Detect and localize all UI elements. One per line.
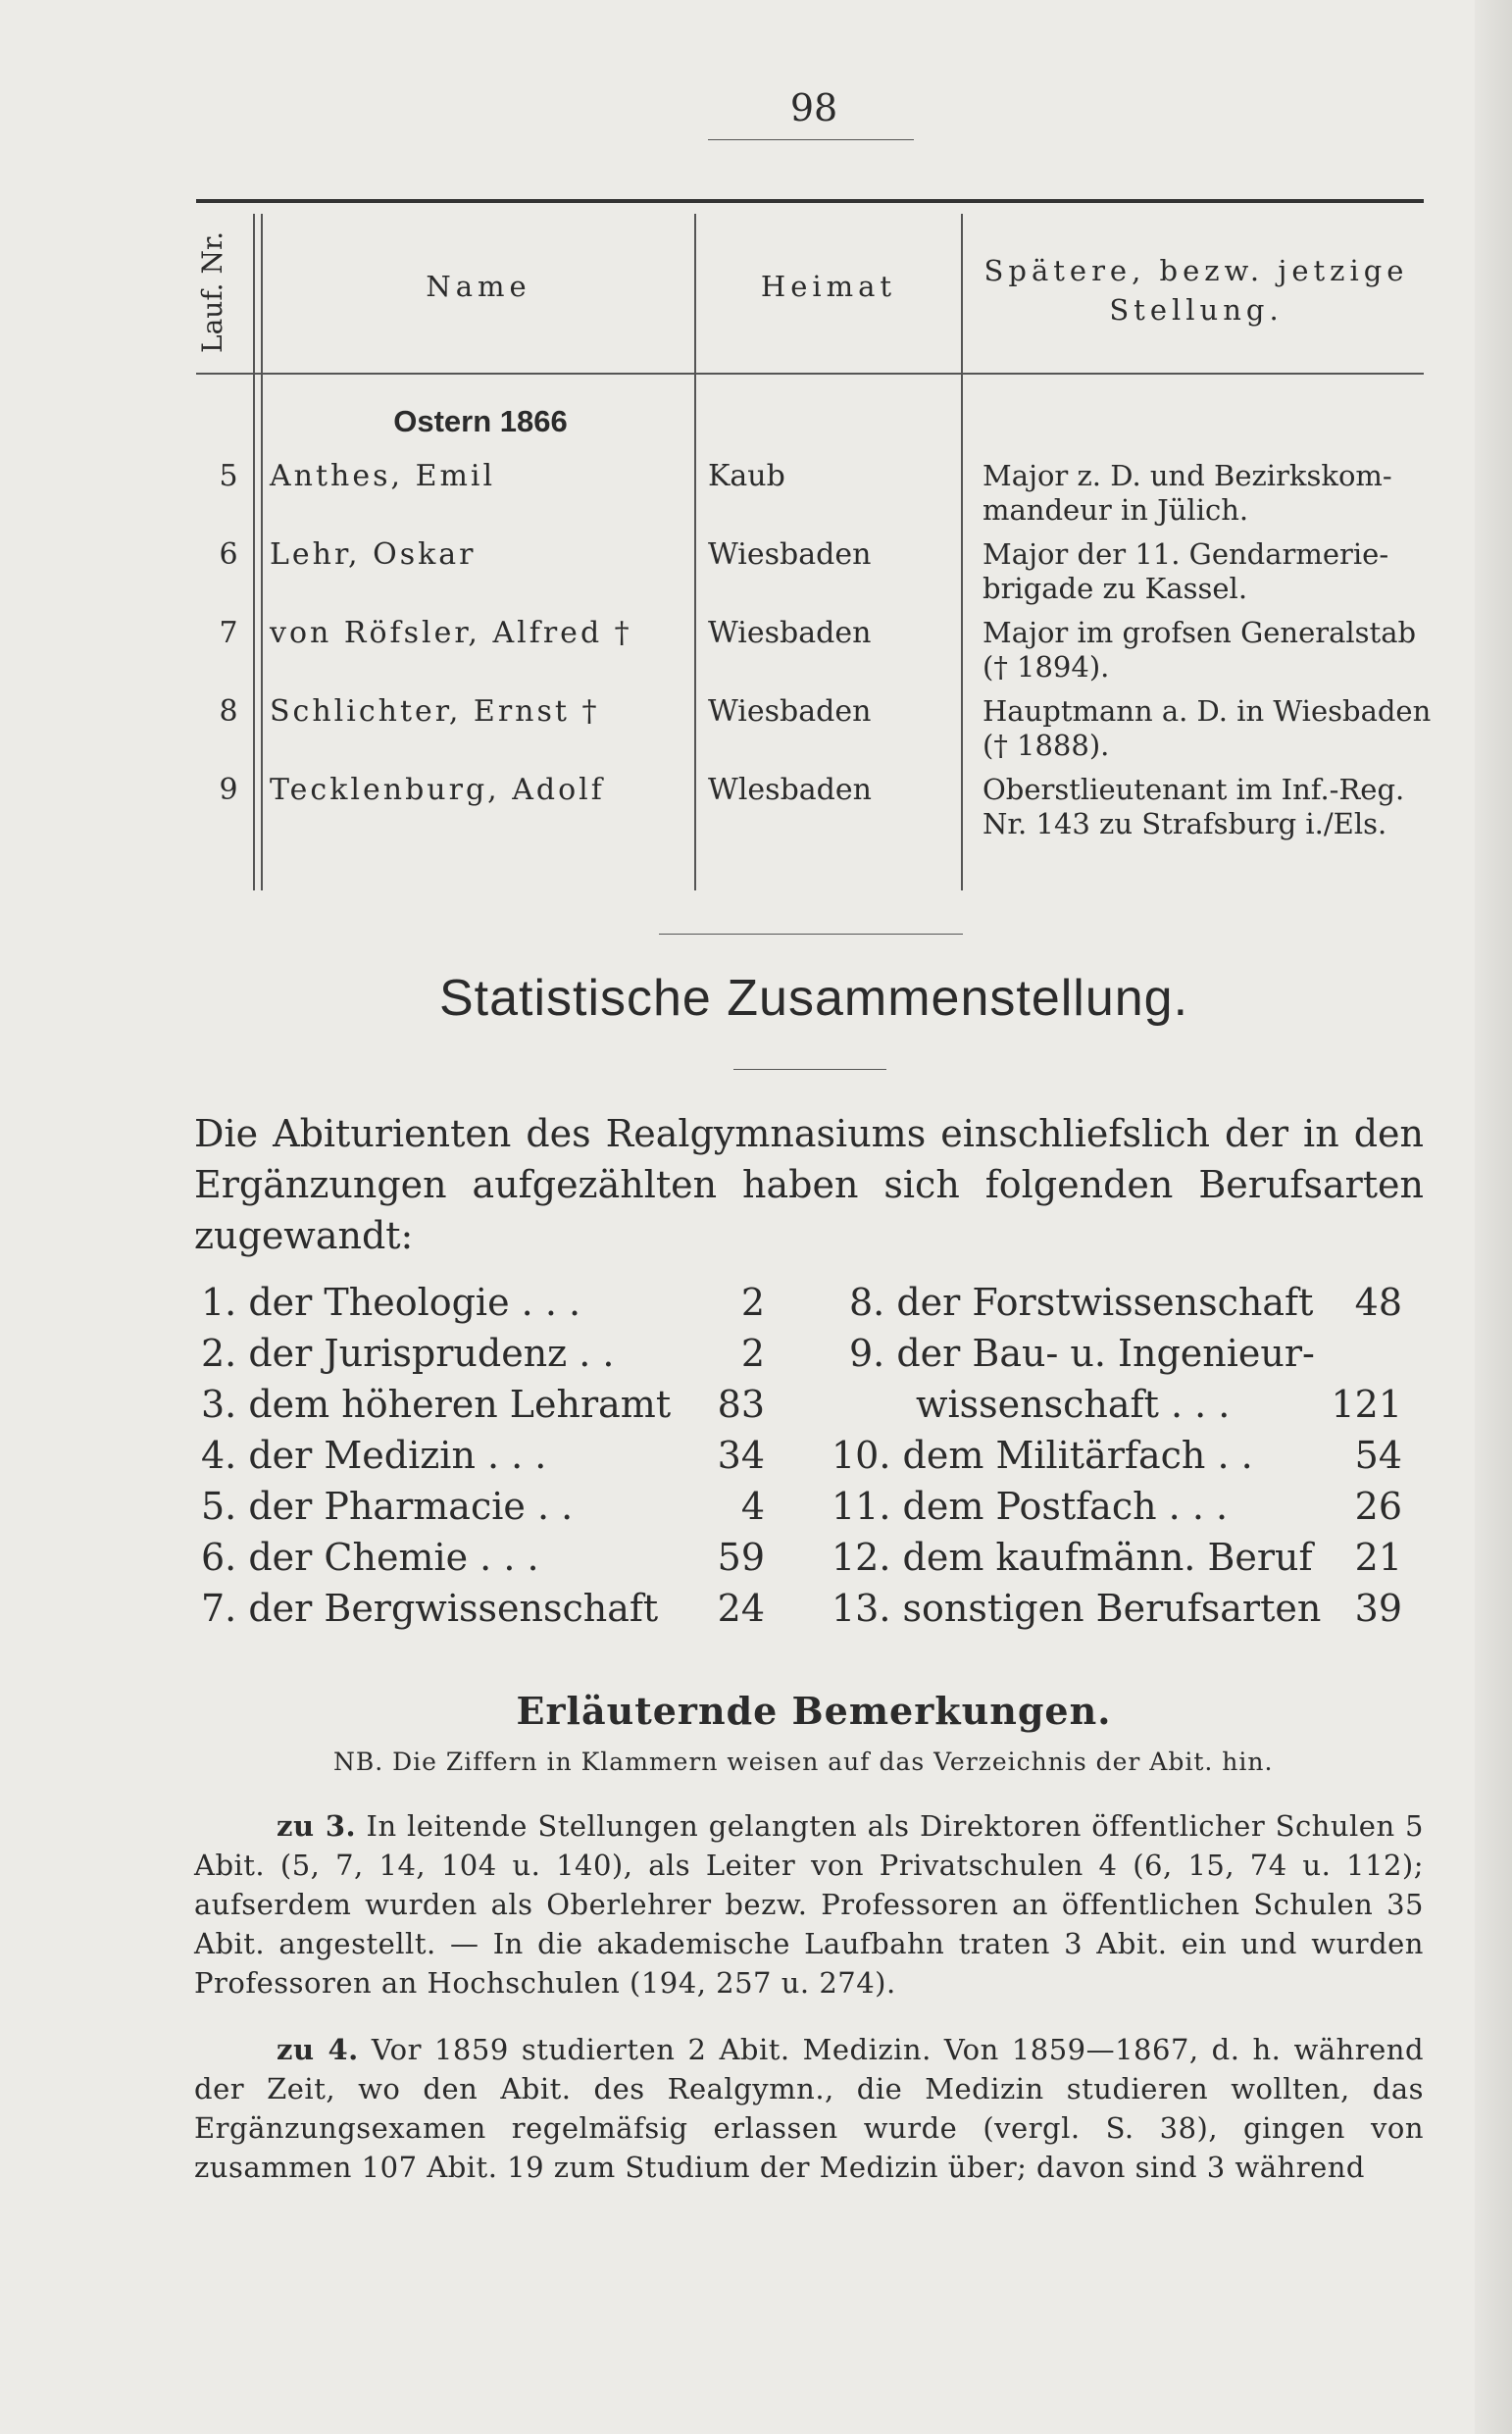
list-item (849, 1332, 1315, 1375)
list-count: 48 (1354, 1281, 1402, 1324)
list-label: 9. der Bau- u. Ingenieur- (849, 1332, 1315, 1375)
row-name: Anthes, Emil (270, 459, 496, 493)
list-item (201, 1485, 573, 1528)
row-number: 8 (219, 694, 238, 729)
note-label: zu 3. (277, 1809, 357, 1843)
list-label: 10. dem Militärfach . . (832, 1434, 1253, 1477)
list-count: 83 (717, 1383, 765, 1426)
list-label: 3. dem höheren Lehramt (201, 1383, 672, 1426)
header-stellung: Spätere, bezw. jetzige Stellung. (983, 254, 1409, 327)
list-item (832, 1434, 1253, 1477)
row-name: Lehr, Oskar (270, 537, 477, 572)
list-item (849, 1281, 1313, 1324)
list-label: 13. sonstigen Berufsarten (832, 1587, 1322, 1630)
row-stellung: Oberstlieutenant im Inf.-Reg. Nr. 143 zu Strafsburg i./Els. (983, 773, 1405, 840)
list-label: 7. der Bergwissenschaft (201, 1587, 659, 1630)
row-number: 6 (219, 537, 238, 572)
list-item (201, 1434, 546, 1477)
list-count: 54 (1354, 1434, 1402, 1477)
list-item (832, 1536, 1313, 1579)
list-label: 6. der Chemie . . . (201, 1536, 539, 1579)
row-stellung: Major der 11. Gendarmerie-brigade zu Kassel. (983, 537, 1389, 605)
table-header-rule (196, 373, 1424, 375)
page-edge (1475, 0, 1512, 2434)
list-item (832, 1485, 1228, 1528)
note-zu-4 (194, 2030, 1424, 2187)
row-number: 7 (219, 616, 238, 650)
list-count: 2 (740, 1281, 765, 1324)
column-divider (961, 214, 963, 890)
list-label: 5. der Pharmacie . . (201, 1485, 574, 1528)
title-rule (733, 1069, 886, 1070)
nb-note: NB. Die Ziffern in Klammern weisen auf das Verzeichnis der Abit. hin. (333, 1748, 1274, 1776)
column-divider (694, 214, 696, 890)
list-count: 21 (1354, 1536, 1402, 1579)
row-heimat: Wiesbaden (708, 616, 872, 650)
list-label: 4. der Medizin . . . (201, 1434, 547, 1477)
list-label: 1. der Theologie . . . (201, 1281, 581, 1324)
note-text: In leitende Stellungen gelangten als Direktoren öffentlicher Schulen 5 Abit. (5, 7, 14, 104 u. 140), als Leiter von Privatschulen 4 (6, 15, 74 u. 112); aufserdem wurden als Oberlehrer bezw. Professoren an öffentlichen Schulen 35 Abit. angestellt. — In die akademische Laufbahn traten 3 Abit. ein und wurden Professoren an Hochschulen (194, 257 u. 274). (194, 1809, 1424, 2000)
list-item (201, 1281, 580, 1324)
list-count: 2 (740, 1332, 765, 1375)
list-count: 26 (1354, 1485, 1402, 1528)
list-count: 34 (717, 1434, 765, 1477)
note-text: Vor 1859 studierten 2 Abit. Medizin. Von 1859—1867, d. h. während der Zeit, wo den Abit. des Realgymn., die Medizin studieren wollten, das Ergänzungsexamen regelmäfsig erlassen wurde (vergl. S. 38), gingen von zusammen 107 Abit. 19 zum Studium der Medizin über; davon sind 3 während (194, 2033, 1425, 2184)
row-stellung: Major im grofsen Generalstab († 1894). (983, 616, 1417, 684)
list-item (832, 1587, 1321, 1630)
list-item (201, 1587, 658, 1630)
row-heimat: Wiesbaden (708, 694, 872, 729)
page-number: 98 (789, 86, 838, 129)
header-name: Name (426, 270, 531, 303)
header-heimat: Heimat (760, 270, 897, 303)
bemerkungen-title: Erläuternde Bemerkungen. (516, 1689, 1112, 1733)
list-count: 39 (1354, 1587, 1402, 1630)
row-stellung: Hauptmann a. D. in Wiesbaden († 1888). (983, 694, 1432, 762)
page-number-rule (708, 139, 914, 140)
row-name: Tecklenburg, Adolf (270, 773, 605, 807)
row-number: 5 (219, 459, 238, 493)
note-label: zu 4. (277, 2033, 359, 2066)
column-divider (261, 214, 263, 890)
row-name: Schlichter, Ernst † (270, 694, 600, 729)
section-label: Ostern 1866 (393, 404, 568, 438)
list-count: 121 (1331, 1383, 1402, 1426)
row-stellung: Major z. D. und Bezirkskom-mandeur in Jülich. (983, 459, 1392, 527)
row-heimat: Kaub (708, 459, 785, 493)
statistik-title: Statistische Zusammenstellung. (438, 970, 1189, 1027)
list-item (916, 1383, 1230, 1426)
list-count: 59 (717, 1536, 765, 1579)
row-name: von Röfsler, Alfred † (270, 616, 632, 650)
divider-rule (659, 934, 963, 935)
statistik-intro: Die Abiturienten des Realgymnasiums einschliefslich der in den Ergänzungen aufgezählten haben sich folgenden Berufsarten zugewandt: (194, 1112, 1424, 1257)
table-top-rule (196, 199, 1424, 203)
list-label: wissenschaft . . . (916, 1383, 1231, 1426)
list-item (201, 1383, 671, 1426)
list-count: 4 (740, 1485, 765, 1528)
header-lauf-nr: Lauf. Nr. (196, 230, 228, 353)
row-heimat: Wiesbaden (708, 537, 872, 572)
list-label: 8. der Forstwissenschaft (849, 1281, 1314, 1324)
list-item (201, 1536, 539, 1579)
list-count: 24 (717, 1587, 765, 1630)
list-item (201, 1332, 615, 1375)
row-heimat: Wlesbaden (708, 773, 872, 807)
list-label: 12. dem kaufmänn. Beruf (832, 1536, 1313, 1579)
row-number: 9 (219, 773, 238, 807)
list-label: 2. der Jurisprudenz . . (201, 1332, 615, 1375)
note-zu-3 (194, 1806, 1424, 2003)
list-label: 11. dem Postfach . . . (832, 1485, 1229, 1528)
